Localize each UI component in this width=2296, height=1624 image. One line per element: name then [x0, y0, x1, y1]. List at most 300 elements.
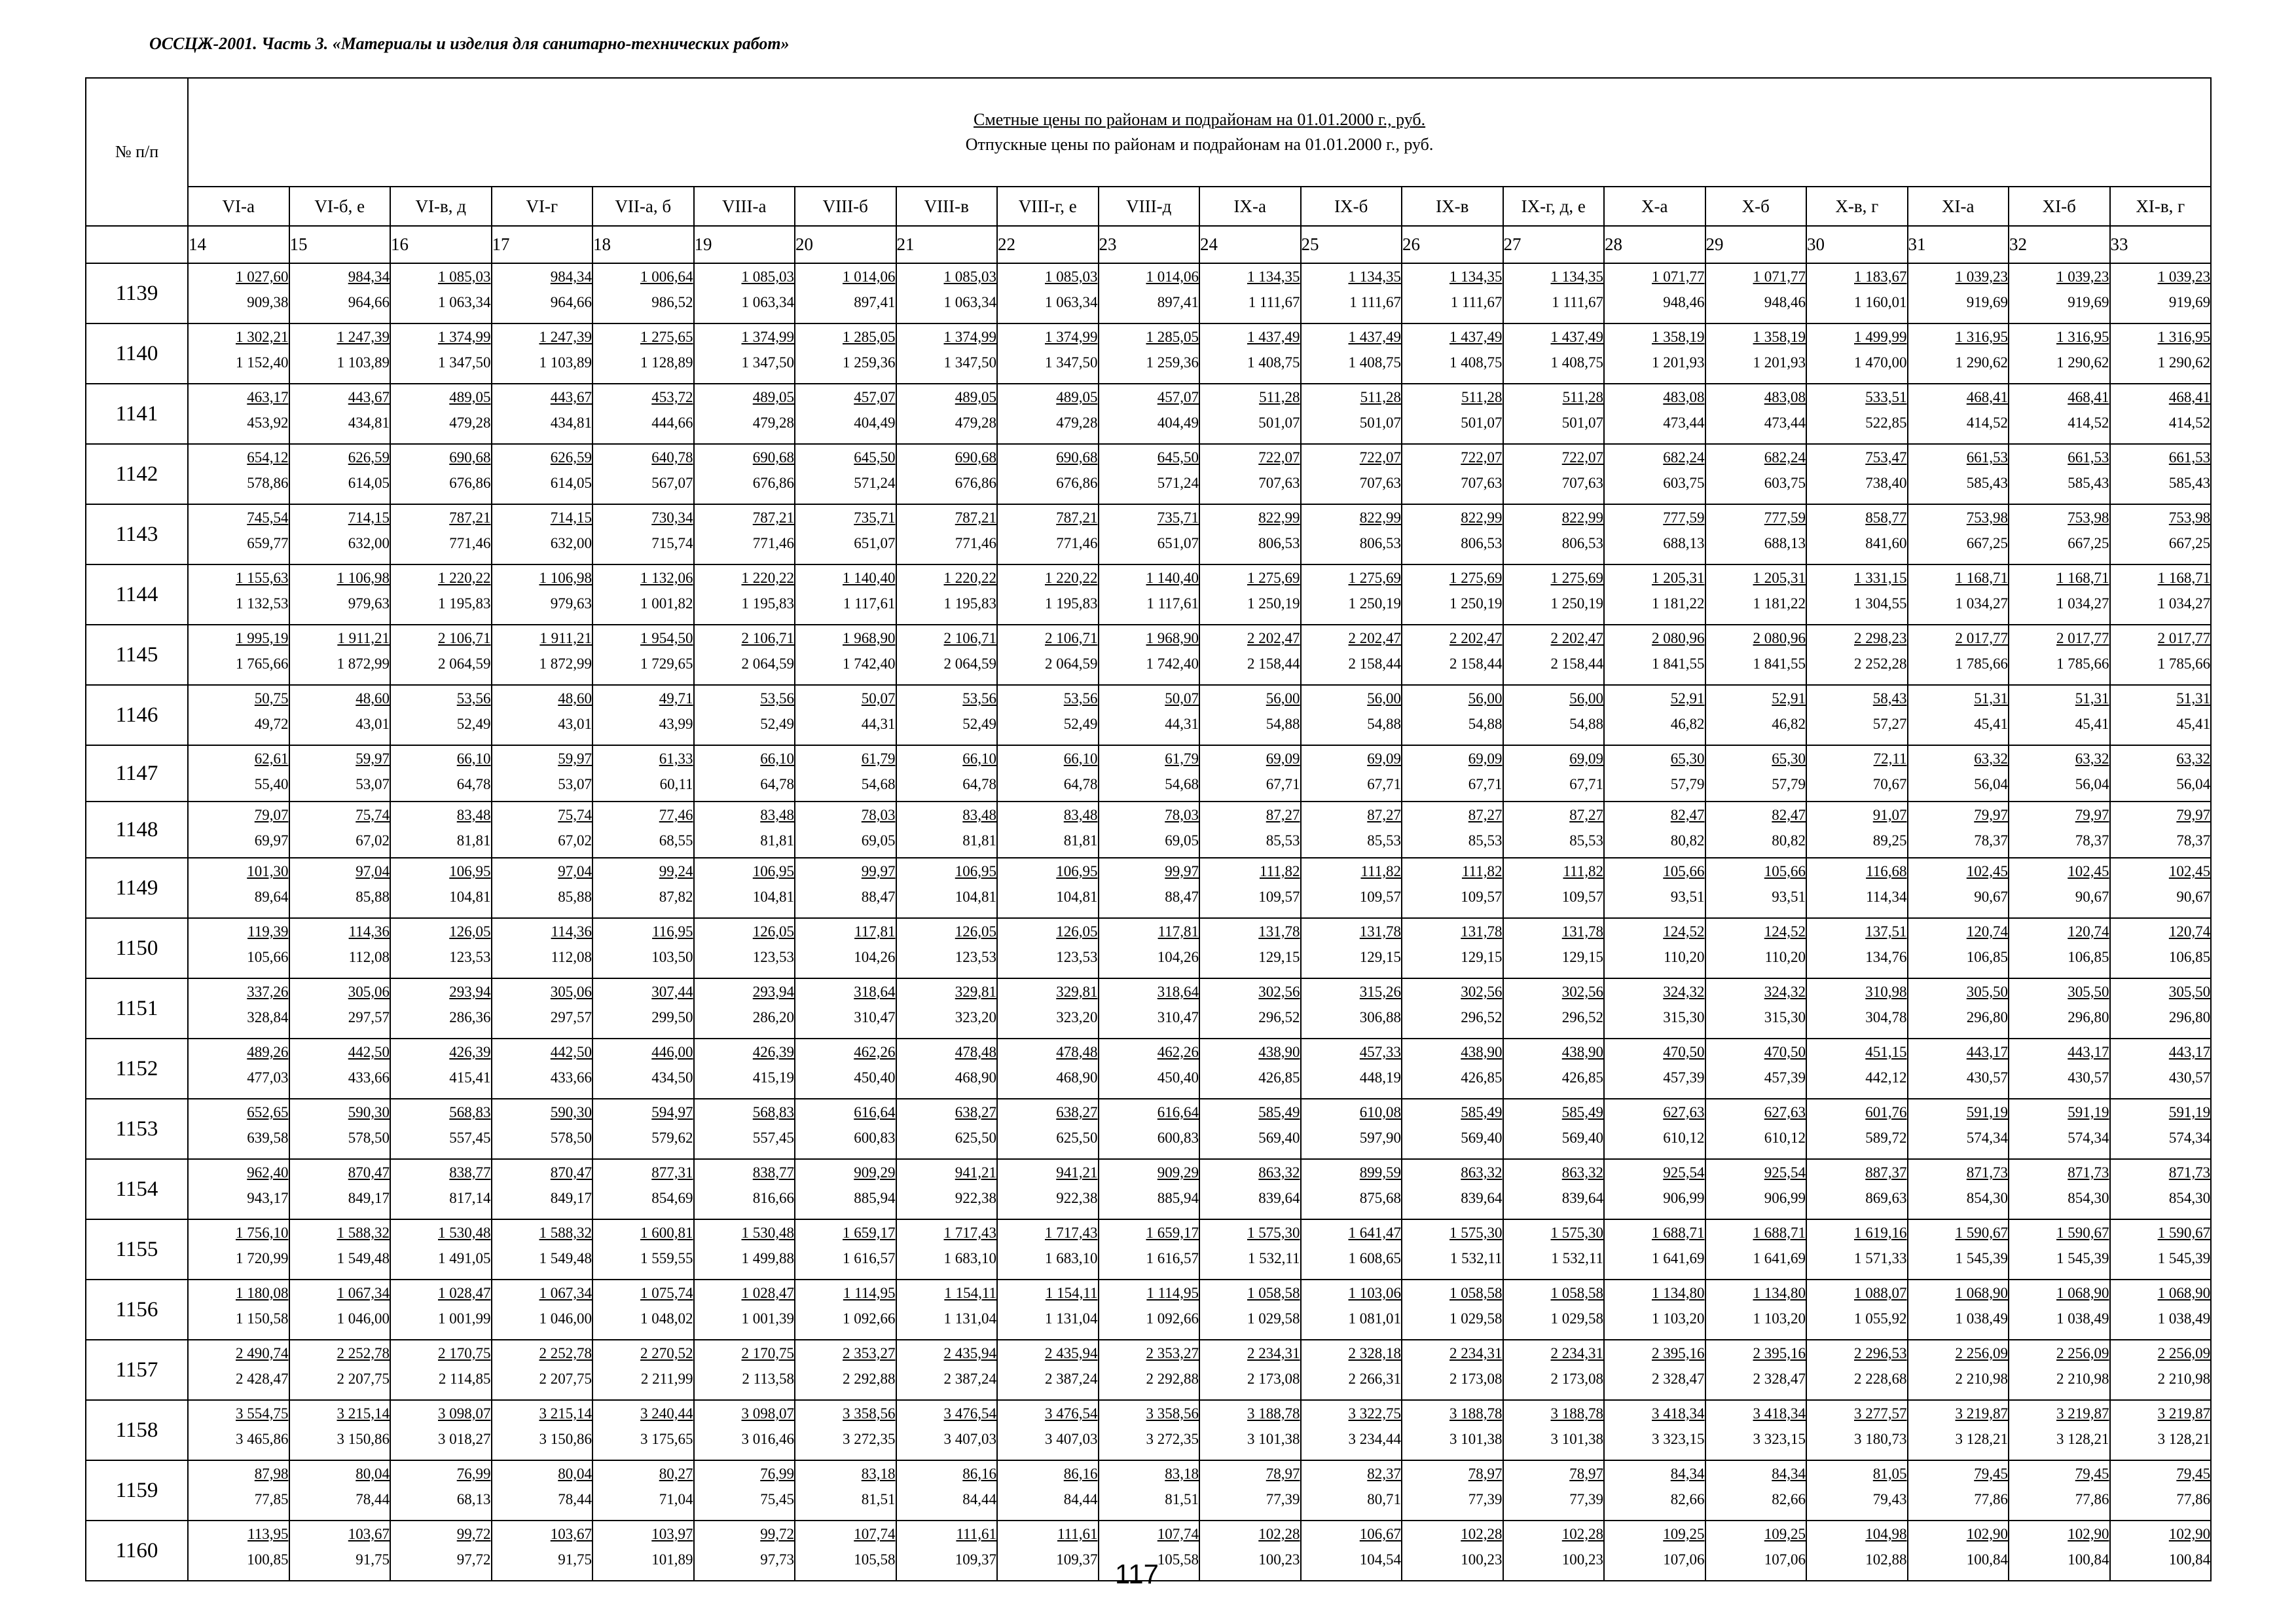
estimated-price: 1 155,63 — [236, 570, 289, 586]
release-price: 296,80 — [2068, 1009, 2109, 1025]
price-cell — [1503, 625, 1605, 685]
table-row — [86, 1340, 2211, 1400]
price-cell — [1806, 444, 1908, 504]
estimated-price: 1 168,71 — [2157, 570, 2211, 586]
estimated-price: 120,74 — [2068, 923, 2109, 940]
price-cell — [1402, 858, 1503, 918]
price-cell — [1806, 1159, 1908, 1219]
release-price: 578,50 — [348, 1130, 390, 1146]
table-row — [86, 263, 2211, 323]
release-price: 82,66 — [1772, 1491, 1806, 1507]
price-cell — [997, 745, 1099, 802]
estimated-price: 2 234,31 — [1247, 1345, 1300, 1361]
estimated-price: 1 205,31 — [1753, 570, 1806, 586]
release-price: 1 195,83 — [741, 595, 794, 612]
release-price: 1 001,39 — [741, 1310, 794, 1327]
estimated-price: 69,09 — [1367, 750, 1401, 767]
price-cell — [1908, 1099, 2009, 1159]
price-cell — [1503, 1039, 1605, 1099]
release-price: 404,49 — [854, 415, 896, 431]
release-price: 44,31 — [1165, 716, 1199, 732]
estimated-price: 324,32 — [1663, 984, 1705, 1000]
price-cell — [1908, 263, 2009, 323]
release-price: 557,45 — [752, 1130, 794, 1146]
price-cell — [1301, 745, 1402, 802]
estimated-price: 877,31 — [651, 1164, 693, 1181]
estimated-price: 3 322,75 — [1348, 1405, 1401, 1422]
column-number: 27 — [1503, 226, 1605, 263]
estimated-price: 777,59 — [1663, 509, 1705, 526]
release-price: 885,94 — [854, 1190, 896, 1206]
price-cell — [2110, 1099, 2212, 1159]
release-price: 3 101,38 — [1449, 1431, 1503, 1447]
release-price: 919,69 — [1966, 294, 2008, 310]
price-cell — [592, 263, 694, 323]
release-price: 80,71 — [1367, 1491, 1401, 1507]
release-price: 771,46 — [1056, 535, 1098, 551]
release-price: 614,05 — [550, 475, 592, 491]
estimated-price: 863,32 — [1561, 1164, 1603, 1181]
release-price: 434,81 — [348, 415, 390, 431]
release-price: 919,69 — [2068, 294, 2109, 310]
estimated-price: 426,39 — [449, 1044, 491, 1060]
release-price: 589,72 — [1865, 1130, 1907, 1146]
release-price: 134,76 — [1865, 949, 1907, 965]
price-cell — [795, 745, 896, 802]
price-cell — [1503, 978, 1605, 1039]
price-cell — [1806, 1460, 1908, 1521]
estimated-price: 79,45 — [1974, 1466, 2008, 1482]
release-price: 100,23 — [1258, 1551, 1300, 1568]
column-number: 31 — [1908, 226, 2009, 263]
estimated-price: 109,25 — [1663, 1526, 1705, 1542]
release-price: 67,02 — [558, 832, 592, 849]
price-cell — [1199, 504, 1301, 564]
table-row — [86, 978, 2211, 1039]
price-cell — [2009, 384, 2110, 444]
release-price: 296,52 — [1461, 1009, 1503, 1025]
release-price: 68,55 — [659, 832, 693, 849]
price-cell — [997, 323, 1099, 384]
price-cell — [795, 625, 896, 685]
release-price: 585,43 — [1966, 475, 2008, 491]
price-cell — [896, 1521, 998, 1581]
estimated-price: 661,53 — [2168, 449, 2211, 466]
release-price: 310,47 — [854, 1009, 896, 1025]
release-price: 2 266,31 — [1348, 1371, 1401, 1387]
price-cell — [1604, 1340, 1705, 1400]
release-price: 1 038,49 — [2056, 1310, 2109, 1327]
release-price: 328,84 — [247, 1009, 289, 1025]
estimated-price: 2 202,47 — [1550, 630, 1603, 646]
estimated-price: 3 219,87 — [1955, 1405, 2008, 1422]
estimated-price: 1 085,03 — [438, 268, 491, 285]
estimated-price: 111,82 — [1259, 863, 1300, 879]
price-cell — [2110, 978, 2212, 1039]
price-cell — [1604, 745, 1705, 802]
estimated-price: 120,74 — [2168, 923, 2211, 940]
release-price: 100,84 — [2168, 1551, 2211, 1568]
price-cell — [1503, 1521, 1605, 1581]
price-cell — [2009, 802, 2110, 858]
estimated-price: 48,60 — [355, 690, 390, 707]
estimated-price: 1 134,80 — [1652, 1285, 1705, 1301]
release-price: 707,63 — [1561, 475, 1603, 491]
estimated-price: 941,21 — [955, 1164, 996, 1181]
estimated-price: 49,71 — [659, 690, 693, 707]
price-cell — [1604, 685, 1705, 745]
release-price: 426,85 — [1258, 1069, 1300, 1086]
release-price: 109,57 — [1461, 889, 1503, 905]
price-cell — [896, 685, 998, 745]
estimated-price: 302,56 — [1461, 984, 1503, 1000]
estimated-price: 103,67 — [348, 1526, 390, 1542]
release-price: 2 113,58 — [742, 1371, 794, 1387]
price-cell — [2110, 802, 2212, 858]
release-price: 67,71 — [1266, 776, 1300, 792]
release-price: 64,78 — [456, 776, 491, 792]
estimated-price: 83,18 — [1165, 1466, 1199, 1482]
estimated-price: 1 275,65 — [640, 329, 693, 345]
price-cell — [2110, 625, 2212, 685]
price-cell — [1402, 504, 1503, 564]
estimated-price: 1 575,30 — [1449, 1225, 1503, 1241]
price-cell — [1301, 802, 1402, 858]
release-price: 2 064,59 — [741, 655, 794, 672]
release-price: 2 158,44 — [1348, 655, 1401, 672]
estimated-price: 1 014,06 — [1146, 268, 1199, 285]
release-price: 93,51 — [1772, 889, 1806, 905]
release-price: 81,81 — [962, 832, 996, 849]
release-price: 948,46 — [1663, 294, 1705, 310]
estimated-price: 1 302,21 — [236, 329, 289, 345]
release-price: 106,85 — [2168, 949, 2211, 965]
estimated-price: 3 277,57 — [1854, 1405, 1907, 1422]
release-price: 1 290,62 — [1955, 354, 2008, 371]
release-price: 2 207,75 — [539, 1371, 592, 1387]
estimated-price: 63,32 — [2176, 750, 2211, 767]
price-cell — [896, 1099, 998, 1159]
estimated-price: 305,50 — [2068, 984, 2109, 1000]
price-cell — [1099, 745, 1200, 802]
release-price: 54,68 — [1165, 776, 1199, 792]
region-header: XI-в, г — [2110, 187, 2212, 226]
price-cell — [997, 1340, 1099, 1400]
estimated-price: 101,30 — [247, 863, 289, 879]
release-price: 1 038,49 — [2157, 1310, 2211, 1327]
estimated-price: 1 590,67 — [2157, 1225, 2211, 1241]
region-header: X-б — [1705, 187, 1807, 226]
estimated-price: 1 275,69 — [1247, 570, 1300, 586]
estimated-price: 1 659,17 — [843, 1225, 896, 1241]
price-cell — [694, 1039, 795, 1099]
release-price: 817,14 — [449, 1190, 491, 1206]
estimated-price: 511,28 — [1562, 389, 1603, 405]
estimated-price: 3 188,78 — [1550, 1405, 1603, 1422]
price-cell — [1705, 384, 1807, 444]
estimated-price: 735,71 — [1157, 509, 1199, 526]
price-cell — [390, 263, 492, 323]
estimated-price: 627,63 — [1663, 1104, 1705, 1120]
price-cell — [1402, 978, 1503, 1039]
release-price: 1 250,19 — [1449, 595, 1503, 612]
price-cell — [390, 918, 492, 978]
price-cell — [1099, 1280, 1200, 1340]
release-price: 296,52 — [1561, 1009, 1603, 1025]
price-cell — [1908, 504, 2009, 564]
release-price: 854,30 — [1966, 1190, 2008, 1206]
estimated-price: 53,56 — [962, 690, 996, 707]
column-number: 24 — [1199, 226, 1301, 263]
region-header: X-в, г — [1806, 187, 1908, 226]
estimated-price: 106,95 — [955, 863, 996, 879]
release-price: 1 347,50 — [1045, 354, 1098, 371]
release-price: 91,75 — [355, 1551, 390, 1568]
price-cell — [1199, 745, 1301, 802]
price-cell — [795, 858, 896, 918]
price-cell — [1806, 564, 1908, 625]
price-cell — [1099, 1039, 1200, 1099]
estimated-price: 102,90 — [1966, 1526, 2008, 1542]
price-cell — [1099, 685, 1200, 745]
release-price: 84,44 — [1063, 1491, 1098, 1507]
release-price: 109,57 — [1359, 889, 1401, 905]
release-price: 771,46 — [752, 535, 794, 551]
estimated-price: 3 215,14 — [337, 1405, 390, 1422]
estimated-price: 722,07 — [1561, 449, 1603, 466]
price-cell — [1099, 918, 1200, 978]
estimated-price: 3 240,44 — [640, 1405, 693, 1422]
estimated-price: 2 202,47 — [1348, 630, 1401, 646]
price-cell — [1604, 1219, 1705, 1280]
release-price: 1 290,62 — [2157, 354, 2211, 371]
price-cell — [390, 1219, 492, 1280]
estimated-price: 1 717,43 — [943, 1225, 996, 1241]
release-price: 1 117,61 — [843, 595, 896, 612]
price-cell — [289, 1521, 391, 1581]
price-cell — [1099, 858, 1200, 918]
estimated-price: 329,81 — [1056, 984, 1098, 1000]
price-cell — [592, 1099, 694, 1159]
release-price: 1 785,66 — [2157, 655, 2211, 672]
estimated-price: 438,90 — [1258, 1044, 1300, 1060]
release-price: 479,28 — [1056, 415, 1098, 431]
release-price: 2 173,08 — [1449, 1371, 1503, 1387]
price-cell — [1199, 1340, 1301, 1400]
release-price: 2 211,99 — [640, 1371, 693, 1387]
estimated-price: 2 170,75 — [741, 1345, 794, 1361]
estimated-price: 62,61 — [254, 750, 289, 767]
release-price: 1 641,69 — [1753, 1250, 1806, 1266]
estimated-price: 120,74 — [1966, 923, 2008, 940]
estimated-price: 753,98 — [2168, 509, 2211, 526]
price-cell — [1705, 978, 1807, 1039]
region-header: VI-б, е — [289, 187, 391, 226]
release-price: 1 103,89 — [539, 354, 592, 371]
estimated-price: 426,39 — [752, 1044, 794, 1060]
release-price: 906,99 — [1764, 1190, 1806, 1206]
estimated-price: 457,07 — [854, 389, 896, 405]
price-cell — [289, 323, 391, 384]
estimated-price: 438,90 — [1461, 1044, 1503, 1060]
estimated-price: 1 756,10 — [236, 1225, 289, 1241]
estimated-price: 1 140,40 — [1146, 570, 1199, 586]
estimated-price: 81,05 — [1872, 1466, 1907, 1482]
estimated-price: 1 134,35 — [1348, 268, 1401, 285]
release-price: 77,85 — [254, 1491, 289, 1507]
price-cell — [390, 564, 492, 625]
release-price: 2 428,47 — [236, 1371, 289, 1387]
estimated-price: 78,03 — [861, 807, 896, 823]
price-cell — [1301, 1340, 1402, 1400]
release-price: 323,20 — [955, 1009, 996, 1025]
release-price: 1 111,67 — [1552, 294, 1603, 310]
price-cell — [289, 978, 391, 1039]
estimated-price: 61,79 — [861, 750, 896, 767]
estimated-price: 690,68 — [752, 449, 794, 466]
release-price: 70,67 — [1872, 776, 1907, 792]
release-price: 1 616,57 — [843, 1250, 896, 1266]
release-price: 1 408,75 — [1449, 354, 1503, 371]
estimated-price: 1 275,69 — [1348, 570, 1401, 586]
release-price: 129,15 — [1461, 949, 1503, 965]
price-cell — [592, 1039, 694, 1099]
release-price: 81,51 — [861, 1491, 896, 1507]
estimated-price: 82,37 — [1367, 1466, 1401, 1482]
release-price: 450,40 — [854, 1069, 896, 1086]
price-cell — [2009, 564, 2110, 625]
price-cell — [694, 564, 795, 625]
region-header: X-а — [1604, 187, 1705, 226]
price-cell — [694, 745, 795, 802]
release-price: 426,85 — [1461, 1069, 1503, 1086]
row-number: 1152 — [86, 1039, 188, 1099]
estimated-price: 293,94 — [449, 984, 491, 1000]
release-price: 875,68 — [1359, 1190, 1401, 1206]
price-cell — [795, 1340, 896, 1400]
price-cell — [1099, 564, 1200, 625]
price-cell — [1199, 918, 1301, 978]
price-cell — [1199, 685, 1301, 745]
release-price: 1 785,66 — [1955, 655, 2008, 672]
table-row — [86, 918, 2211, 978]
release-price: 854,30 — [2168, 1190, 2211, 1206]
release-price: 296,80 — [1966, 1009, 2008, 1025]
price-cell — [1199, 1521, 1301, 1581]
release-price: 426,85 — [1561, 1069, 1603, 1086]
release-price: 112,08 — [348, 949, 390, 965]
release-price: 574,34 — [2068, 1130, 2109, 1146]
estimated-price: 103,97 — [651, 1526, 693, 1542]
release-price: 569,40 — [1461, 1130, 1503, 1146]
estimated-price: 1 085,03 — [1045, 268, 1098, 285]
estimated-price: 124,52 — [1663, 923, 1705, 940]
estimated-price: 318,64 — [854, 984, 896, 1000]
release-price: 97,73 — [760, 1551, 794, 1568]
release-price: 473,44 — [1663, 415, 1705, 431]
price-cell — [1199, 1280, 1301, 1340]
column-number: 18 — [592, 226, 694, 263]
release-price: 839,64 — [1561, 1190, 1603, 1206]
price-cell — [390, 978, 492, 1039]
release-price: 579,62 — [651, 1130, 693, 1146]
price-cell — [1199, 263, 1301, 323]
price-cell — [188, 745, 289, 802]
estimated-price: 3 358,56 — [1146, 1405, 1199, 1422]
estimated-price: 305,50 — [1966, 984, 2008, 1000]
estimated-price: 2 353,27 — [1146, 1345, 1199, 1361]
estimated-price: 1 575,30 — [1247, 1225, 1300, 1241]
estimated-price: 1 134,35 — [1449, 268, 1503, 285]
price-cell — [1503, 384, 1605, 444]
estimated-price: 909,29 — [854, 1164, 896, 1181]
estimated-price: 870,47 — [348, 1164, 390, 1181]
release-price: 81,81 — [456, 832, 491, 849]
table-row — [86, 625, 2211, 685]
price-cell — [390, 504, 492, 564]
estimated-price: 462,26 — [854, 1044, 896, 1060]
price-cell — [795, 504, 896, 564]
estimated-price: 446,00 — [651, 1044, 693, 1060]
estimated-price: 457,33 — [1359, 1044, 1401, 1060]
release-price: 64,78 — [760, 776, 794, 792]
estimated-price: 453,72 — [651, 389, 693, 405]
estimated-price: 2 106,71 — [1045, 630, 1098, 646]
release-price: 430,57 — [2068, 1069, 2109, 1086]
release-price: 297,57 — [348, 1009, 390, 1025]
price-cell — [1199, 1219, 1301, 1280]
price-cell — [1402, 1340, 1503, 1400]
estimated-price: 63,32 — [2075, 750, 2109, 767]
release-price: 610,12 — [1764, 1130, 1806, 1146]
release-price: 102,88 — [1865, 1551, 1907, 1568]
price-cell — [2110, 564, 2212, 625]
price-cell — [1199, 625, 1301, 685]
price-cell — [896, 1280, 998, 1340]
estimated-price: 83,48 — [1063, 807, 1098, 823]
price-cell — [1199, 1099, 1301, 1159]
price-cell — [188, 978, 289, 1039]
release-price: 1 641,69 — [1652, 1250, 1705, 1266]
estimated-price: 682,24 — [1764, 449, 1806, 466]
estimated-price: 1 374,99 — [741, 329, 794, 345]
release-price: 1 545,39 — [1955, 1250, 2008, 1266]
release-price: 3 175,65 — [640, 1431, 693, 1447]
price-cell — [1301, 1521, 1402, 1581]
row-number: 1145 — [86, 625, 188, 685]
estimated-price: 1 688,71 — [1753, 1225, 1806, 1241]
price-cell — [1806, 858, 1908, 918]
release-price: 1 259,36 — [843, 354, 896, 371]
estimated-price: 53,56 — [760, 690, 794, 707]
estimated-price: 822,99 — [1461, 509, 1503, 526]
estimated-price: 3 215,14 — [539, 1405, 592, 1422]
release-price: 667,25 — [2168, 535, 2211, 551]
row-number: 1148 — [86, 802, 188, 858]
release-price: 93,51 — [1670, 889, 1705, 905]
release-price: 922,38 — [955, 1190, 996, 1206]
release-price: 315,30 — [1764, 1009, 1806, 1025]
release-price: 676,86 — [752, 475, 794, 491]
table-row — [86, 444, 2211, 504]
row-number: 1156 — [86, 1280, 188, 1340]
price-cell — [1301, 1400, 1402, 1460]
column-number: 14 — [188, 226, 289, 263]
release-price: 603,75 — [1764, 475, 1806, 491]
release-price: 2 252,28 — [1854, 655, 1907, 672]
estimated-price: 87,27 — [1367, 807, 1401, 823]
price-cell — [896, 1460, 998, 1521]
